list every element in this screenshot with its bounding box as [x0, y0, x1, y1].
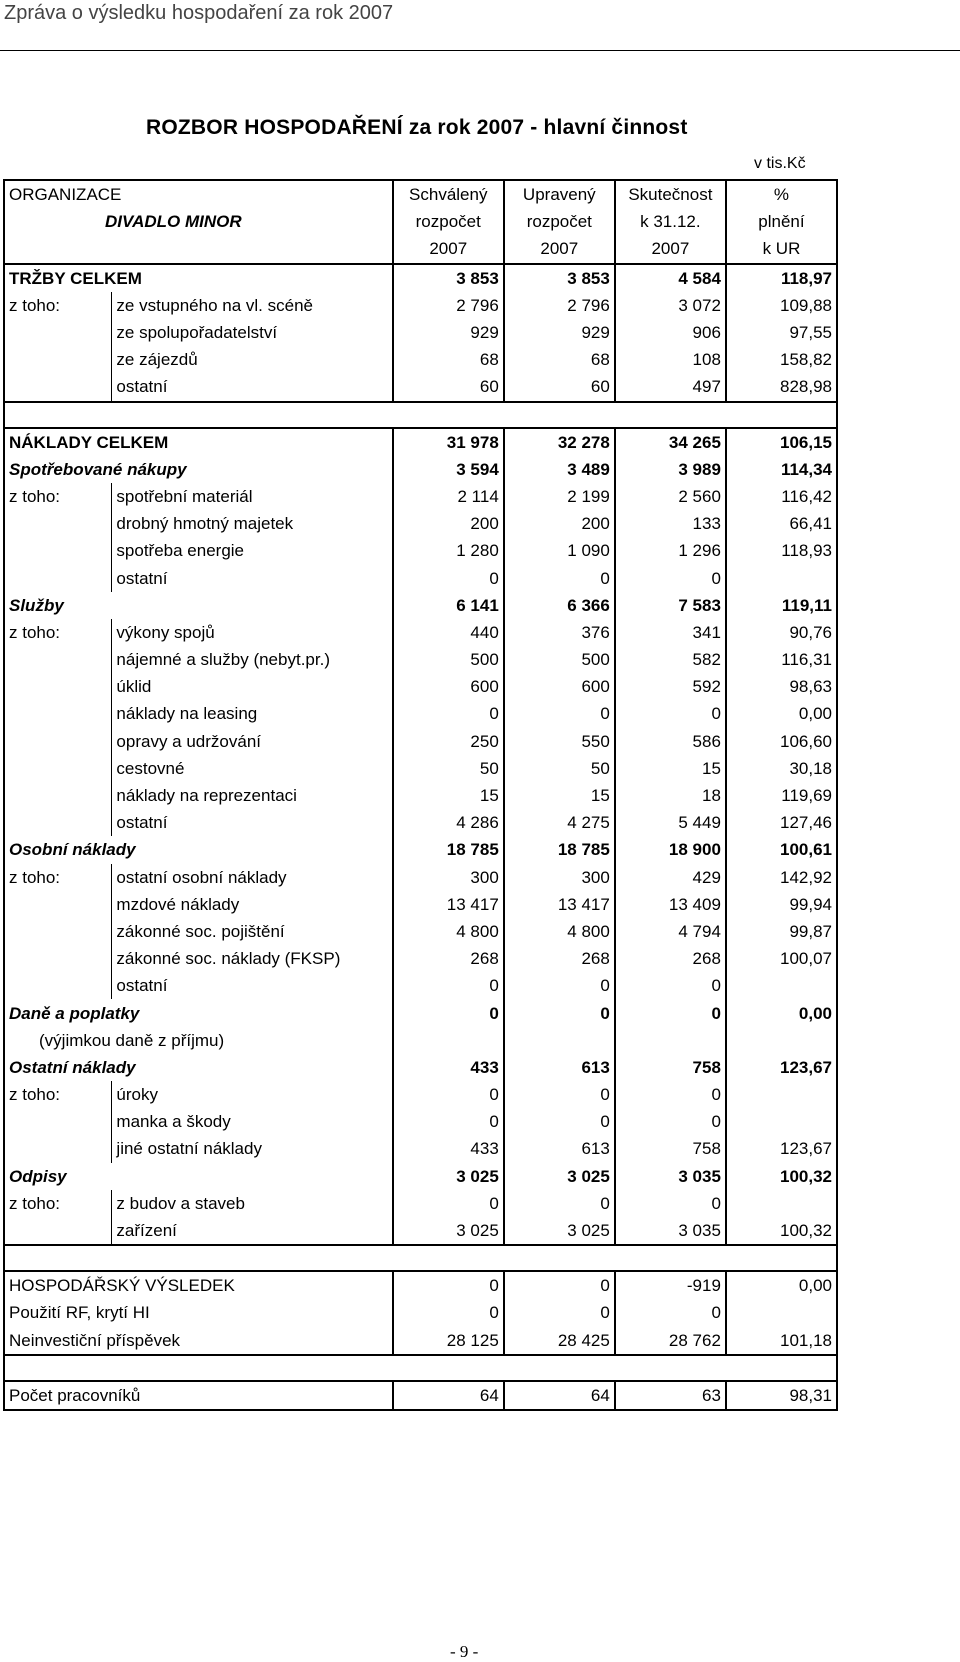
row-group-label: z toho:	[9, 295, 61, 315]
fulfillment-percent-cell: 142,92	[726, 864, 837, 891]
row-group-label	[4, 1108, 112, 1135]
approved-budget-cell: 2 796	[393, 292, 504, 319]
row-group-label	[4, 700, 112, 727]
report-title: ROZBOR HOSPODAŘENÍ za rok 2007 - hlavní činnost	[146, 116, 688, 139]
row-label: spotřeba energie	[112, 537, 393, 564]
adjusted-budget-cell: 0	[504, 1190, 615, 1217]
adjusted-budget-cell: 13 417	[504, 891, 615, 918]
approved-budget-cell	[393, 1027, 504, 1054]
actual-cell: 15	[615, 755, 726, 782]
table-row	[4, 1027, 837, 1054]
fulfillment-percent-cell: 100,32	[726, 1217, 837, 1245]
approved-budget-cell: 50	[393, 755, 504, 782]
row-group-label: z toho:	[9, 867, 61, 887]
adjusted-budget-cell: 3 853	[504, 264, 615, 292]
approved-budget-cell: 440	[393, 619, 504, 646]
adjusted-budget-cell: 64	[504, 1381, 615, 1410]
actual-cell: 133	[615, 510, 726, 537]
row-group-label	[4, 510, 112, 537]
row-group-label	[4, 673, 112, 700]
header-cell: k UR	[726, 235, 837, 263]
fulfillment-percent-cell: 106,60	[726, 728, 837, 755]
row-label: nájemné a služby (nebyt.pr.)	[112, 646, 393, 673]
row-label: zákonné soc. náklady (FKSP)	[112, 945, 393, 972]
fulfillment-percent-cell: 119,69	[726, 782, 837, 809]
approved-budget-cell: 1 280	[393, 537, 504, 564]
approved-budget-cell: 4 286	[393, 809, 504, 836]
approved-budget-cell: 600	[393, 673, 504, 700]
adjusted-budget-cell: 0	[504, 700, 615, 727]
row-label: jiné ostatní náklady	[112, 1135, 393, 1162]
row-label: TRŽBY CELKEM	[4, 264, 393, 292]
adjusted-budget-cell: 3 489	[504, 456, 615, 483]
fulfillment-percent-cell: 118,97	[726, 264, 837, 292]
spacer-row	[4, 1245, 837, 1271]
table-row	[4, 945, 837, 972]
fulfillment-percent-cell	[726, 1299, 837, 1326]
fulfillment-percent-cell	[726, 1190, 837, 1217]
unit-label: v tis.Kč	[754, 155, 806, 172]
fulfillment-percent-cell	[726, 972, 837, 999]
table-row	[4, 700, 837, 727]
table-row	[4, 319, 837, 346]
row-label: Odpisy	[9, 1166, 67, 1186]
table-row	[4, 782, 837, 809]
adjusted-budget-cell: 600	[504, 673, 615, 700]
adjusted-budget-cell: 2 199	[504, 483, 615, 510]
fulfillment-percent-cell: 123,67	[726, 1135, 837, 1162]
actual-cell: 341	[615, 619, 726, 646]
table-row	[4, 264, 837, 292]
fulfillment-percent-cell: 0,00	[726, 1271, 837, 1299]
row-group-label	[4, 319, 112, 346]
spacer-row	[4, 402, 837, 428]
table-row	[4, 673, 837, 700]
actual-cell: 592	[615, 673, 726, 700]
row-label: ze zájezdů	[112, 346, 393, 373]
fulfillment-percent-cell: 106,15	[726, 428, 837, 456]
actual-cell: 4 794	[615, 918, 726, 945]
adjusted-budget-cell: 200	[504, 510, 615, 537]
row-group-label	[4, 537, 112, 564]
row-label: Spotřebované nákupy	[9, 459, 187, 479]
approved-budget-cell: 0	[393, 1081, 504, 1108]
row-label: zákonné soc. pojištění	[112, 918, 393, 945]
row-label: HOSPODÁŘSKÝ VÝSLEDEK	[4, 1271, 393, 1299]
adjusted-budget-cell: 15	[504, 782, 615, 809]
table-row	[4, 1190, 837, 1217]
table-row	[4, 1381, 837, 1410]
row-group-label	[4, 918, 112, 945]
header-row	[4, 208, 837, 235]
row-label: Počet pracovníků	[4, 1381, 393, 1410]
actual-cell: 7 583	[615, 592, 726, 619]
table-row	[4, 809, 837, 836]
header-row	[4, 235, 837, 263]
fulfillment-percent-cell: 99,94	[726, 891, 837, 918]
table-row	[4, 1327, 837, 1355]
adjusted-budget-cell: 300	[504, 864, 615, 891]
approved-budget-cell: 2 114	[393, 483, 504, 510]
row-group-label	[4, 373, 112, 401]
spacer-row	[4, 1355, 837, 1381]
header-row	[4, 180, 837, 208]
actual-cell: 497	[615, 373, 726, 401]
row-label: manka a škody	[112, 1108, 393, 1135]
row-label: ostatní	[112, 564, 393, 591]
fulfillment-percent-cell: 66,41	[726, 510, 837, 537]
table-row	[4, 292, 837, 319]
adjusted-budget-cell: 929	[504, 319, 615, 346]
row-label: úklid	[112, 673, 393, 700]
approved-budget-cell: 0	[393, 999, 504, 1026]
adjusted-budget-cell: 550	[504, 728, 615, 755]
fulfillment-percent-cell: 98,31	[726, 1381, 837, 1410]
spacer-cell	[4, 1355, 837, 1381]
actual-cell: 28 762	[615, 1327, 726, 1355]
actual-cell: 758	[615, 1054, 726, 1081]
financial-table	[3, 179, 838, 1411]
table-row	[4, 1054, 837, 1081]
table-row	[4, 564, 837, 591]
fulfillment-percent-cell: 0,00	[726, 999, 837, 1026]
fulfillment-percent-cell	[726, 564, 837, 591]
row-group-label: z toho:	[9, 1193, 61, 1213]
fulfillment-percent-cell: 123,67	[726, 1054, 837, 1081]
header-cell: rozpočet	[393, 208, 504, 235]
row-label: úroky	[112, 1081, 393, 1108]
row-label: výkony spojů	[112, 619, 393, 646]
actual-cell: 2 560	[615, 483, 726, 510]
header-label	[4, 235, 393, 263]
table-row	[4, 592, 837, 619]
row-label: Služby	[9, 595, 64, 615]
actual-cell: 582	[615, 646, 726, 673]
approved-budget-cell: 3 594	[393, 456, 504, 483]
row-group-label	[4, 564, 112, 591]
actual-cell: 0	[615, 564, 726, 591]
approved-budget-cell: 13 417	[393, 891, 504, 918]
fulfillment-percent-cell: 114,34	[726, 456, 837, 483]
row-label: Použití RF, krytí HI	[9, 1303, 150, 1323]
approved-budget-cell: 3 025	[393, 1163, 504, 1190]
fulfillment-percent-cell: 100,07	[726, 945, 837, 972]
actual-cell: 0	[615, 1081, 726, 1108]
row-label: spotřební materiál	[112, 483, 393, 510]
adjusted-budget-cell: 376	[504, 619, 615, 646]
actual-cell: 429	[615, 864, 726, 891]
actual-cell: 758	[615, 1135, 726, 1162]
row-label: NÁKLADY CELKEM	[4, 428, 393, 456]
table-row	[4, 646, 837, 673]
fulfillment-percent-cell: 100,61	[726, 836, 837, 863]
fulfillment-percent-cell: 109,88	[726, 292, 837, 319]
adjusted-budget-cell: 4 275	[504, 809, 615, 836]
table-row	[4, 1081, 837, 1108]
header-cell: 2007	[504, 235, 615, 263]
header-cell: 2007	[615, 235, 726, 263]
fulfillment-percent-cell: 158,82	[726, 346, 837, 373]
table-row	[4, 1135, 837, 1162]
table-row	[4, 891, 837, 918]
row-group-label	[4, 809, 112, 836]
header-label: DIVADLO MINOR	[105, 212, 242, 232]
actual-cell: 108	[615, 346, 726, 373]
row-label: náklady na reprezentaci	[112, 782, 393, 809]
approved-budget-cell: 268	[393, 945, 504, 972]
header-cell: rozpočet	[504, 208, 615, 235]
actual-cell: 18 900	[615, 836, 726, 863]
adjusted-budget-cell: 68	[504, 346, 615, 373]
fulfillment-percent-cell: 99,87	[726, 918, 837, 945]
approved-budget-cell: 200	[393, 510, 504, 537]
table-row	[4, 346, 837, 373]
row-label: zařízení	[112, 1217, 393, 1245]
row-group-label	[4, 1135, 112, 1162]
header-cell: 2007	[393, 235, 504, 263]
fulfillment-percent-cell: 119,11	[726, 592, 837, 619]
actual-cell: -919	[615, 1271, 726, 1299]
actual-cell	[615, 1027, 726, 1054]
row-label: Ostatní náklady	[9, 1057, 136, 1077]
table-row	[4, 456, 837, 483]
adjusted-budget-cell: 18 785	[504, 836, 615, 863]
table-row	[4, 836, 837, 863]
approved-budget-cell: 60	[393, 373, 504, 401]
approved-budget-cell: 929	[393, 319, 504, 346]
adjusted-budget-cell: 3 025	[504, 1163, 615, 1190]
adjusted-budget-cell: 0	[504, 972, 615, 999]
table-row	[4, 755, 837, 782]
table-row	[4, 1271, 837, 1299]
adjusted-budget-cell: 0	[504, 1299, 615, 1326]
actual-cell: 3 035	[615, 1163, 726, 1190]
fulfillment-percent-cell	[726, 1108, 837, 1135]
approved-budget-cell: 0	[393, 1299, 504, 1326]
row-label: opravy a udržování	[112, 728, 393, 755]
fulfillment-percent-cell: 100,32	[726, 1163, 837, 1190]
fulfillment-percent-cell: 116,31	[726, 646, 837, 673]
table-row	[4, 972, 837, 999]
table-row	[4, 1108, 837, 1135]
adjusted-budget-cell: 0	[504, 999, 615, 1026]
fulfillment-percent-cell: 97,55	[726, 319, 837, 346]
adjusted-budget-cell: 0	[504, 1271, 615, 1299]
approved-budget-cell: 250	[393, 728, 504, 755]
table-row	[4, 428, 837, 456]
actual-cell: 1 296	[615, 537, 726, 564]
adjusted-budget-cell: 613	[504, 1054, 615, 1081]
approved-budget-cell: 0	[393, 1108, 504, 1135]
row-label: z budov a staveb	[112, 1190, 393, 1217]
row-label: (výjimkou daně z příjmu)	[39, 1030, 225, 1050]
adjusted-budget-cell: 0	[504, 1081, 615, 1108]
actual-cell: 0	[615, 1108, 726, 1135]
adjusted-budget-cell: 32 278	[504, 428, 615, 456]
row-group-label	[4, 891, 112, 918]
fulfillment-percent-cell: 116,42	[726, 483, 837, 510]
fulfillment-percent-cell: 98,63	[726, 673, 837, 700]
header-cell: Schválený	[393, 180, 504, 208]
row-label: ostatní osobní náklady	[112, 864, 393, 891]
table-row	[4, 918, 837, 945]
actual-cell: 34 265	[615, 428, 726, 456]
actual-cell: 18	[615, 782, 726, 809]
approved-budget-cell: 300	[393, 864, 504, 891]
fulfillment-percent-cell: 0,00	[726, 700, 837, 727]
adjusted-budget-cell: 2 796	[504, 292, 615, 319]
row-group-label: z toho:	[9, 486, 61, 506]
actual-cell: 3 035	[615, 1217, 726, 1245]
actual-cell: 3 989	[615, 456, 726, 483]
row-label: Daně a poplatky	[9, 1003, 140, 1023]
fulfillment-percent-cell	[726, 1081, 837, 1108]
table-row	[4, 864, 837, 891]
row-group-label	[4, 755, 112, 782]
row-label: mzdové náklady	[112, 891, 393, 918]
row-label: náklady na leasing	[112, 700, 393, 727]
approved-budget-cell: 18 785	[393, 836, 504, 863]
adjusted-budget-cell: 1 090	[504, 537, 615, 564]
header-cell: Skutečnost	[615, 180, 726, 208]
approved-budget-cell: 64	[393, 1381, 504, 1410]
header-cell: %	[726, 180, 837, 208]
adjusted-budget-cell: 4 800	[504, 918, 615, 945]
table-row	[4, 483, 837, 510]
table-row	[4, 1217, 837, 1245]
row-group-label	[4, 346, 112, 373]
adjusted-budget-cell: 50	[504, 755, 615, 782]
row-label: drobný hmotný majetek	[112, 510, 393, 537]
header-cell: plnění	[726, 208, 837, 235]
approved-budget-cell: 433	[393, 1054, 504, 1081]
adjusted-budget-cell: 3 025	[504, 1217, 615, 1245]
header-label: ORGANIZACE	[9, 185, 122, 205]
table-row	[4, 1163, 837, 1190]
actual-cell: 13 409	[615, 891, 726, 918]
page-number: - 9 -	[450, 1642, 479, 1661]
spacer-cell	[4, 402, 837, 428]
row-group-label	[4, 1217, 112, 1245]
approved-budget-cell: 0	[393, 972, 504, 999]
header-cell: k 31.12.	[615, 208, 726, 235]
approved-budget-cell: 0	[393, 1271, 504, 1299]
fulfillment-percent-cell	[726, 1027, 837, 1054]
table-row	[4, 619, 837, 646]
actual-cell: 5 449	[615, 809, 726, 836]
fulfillment-percent-cell: 127,46	[726, 809, 837, 836]
row-label: ostatní	[112, 809, 393, 836]
approved-budget-cell: 3 025	[393, 1217, 504, 1245]
actual-cell: 4 584	[615, 264, 726, 292]
row-label: Osobní náklady	[9, 840, 136, 860]
adjusted-budget-cell: 0	[504, 564, 615, 591]
approved-budget-cell: 15	[393, 782, 504, 809]
row-label: ze vstupného na vl. scéně	[112, 292, 393, 319]
table-row	[4, 373, 837, 401]
approved-budget-cell: 6 141	[393, 592, 504, 619]
fulfillment-percent-cell: 90,76	[726, 619, 837, 646]
row-label: cestovné	[112, 755, 393, 782]
table-row	[4, 537, 837, 564]
row-group-label	[4, 782, 112, 809]
actual-cell: 268	[615, 945, 726, 972]
actual-cell: 0	[615, 999, 726, 1026]
row-label: Neinvestiční příspěvek	[9, 1330, 181, 1350]
document-title: Zpráva o výsledku hospodaření za rok 2007	[4, 2, 394, 24]
actual-cell: 3 072	[615, 292, 726, 319]
row-group-label	[4, 972, 112, 999]
adjusted-budget-cell: 268	[504, 945, 615, 972]
fulfillment-percent-cell: 30,18	[726, 755, 837, 782]
table-row	[4, 999, 837, 1026]
fulfillment-percent-cell: 118,93	[726, 537, 837, 564]
actual-cell: 586	[615, 728, 726, 755]
actual-cell: 63	[615, 1381, 726, 1410]
actual-cell: 0	[615, 972, 726, 999]
adjusted-budget-cell: 28 425	[504, 1327, 615, 1355]
approved-budget-cell: 433	[393, 1135, 504, 1162]
actual-cell: 0	[615, 1190, 726, 1217]
row-label: ostatní	[112, 972, 393, 999]
page-header	[0, 0, 960, 51]
adjusted-budget-cell: 0	[504, 1108, 615, 1135]
spacer-cell	[4, 1245, 837, 1271]
fulfillment-percent-cell: 828,98	[726, 373, 837, 401]
approved-budget-cell: 4 800	[393, 918, 504, 945]
adjusted-budget-cell: 6 366	[504, 592, 615, 619]
table-row	[4, 1299, 837, 1326]
approved-budget-cell: 0	[393, 564, 504, 591]
row-group-label	[4, 945, 112, 972]
row-label: ostatní	[112, 373, 393, 401]
row-group-label: z toho:	[9, 1085, 61, 1105]
row-group-label	[4, 728, 112, 755]
adjusted-budget-cell: 500	[504, 646, 615, 673]
approved-budget-cell: 0	[393, 1190, 504, 1217]
approved-budget-cell: 68	[393, 346, 504, 373]
row-group-label: z toho:	[9, 622, 61, 642]
adjusted-budget-cell	[504, 1027, 615, 1054]
actual-cell: 0	[615, 1299, 726, 1326]
row-label: ze spolupořadatelství	[112, 319, 393, 346]
approved-budget-cell: 31 978	[393, 428, 504, 456]
fulfillment-percent-cell: 101,18	[726, 1327, 837, 1355]
adjusted-budget-cell: 60	[504, 373, 615, 401]
table-row	[4, 510, 837, 537]
approved-budget-cell: 3 853	[393, 264, 504, 292]
adjusted-budget-cell: 613	[504, 1135, 615, 1162]
header-cell: Upravený	[504, 180, 615, 208]
approved-budget-cell: 28 125	[393, 1327, 504, 1355]
table-row	[4, 728, 837, 755]
approved-budget-cell: 500	[393, 646, 504, 673]
approved-budget-cell: 0	[393, 700, 504, 727]
actual-cell: 0	[615, 700, 726, 727]
row-group-label	[4, 646, 112, 673]
actual-cell: 906	[615, 319, 726, 346]
